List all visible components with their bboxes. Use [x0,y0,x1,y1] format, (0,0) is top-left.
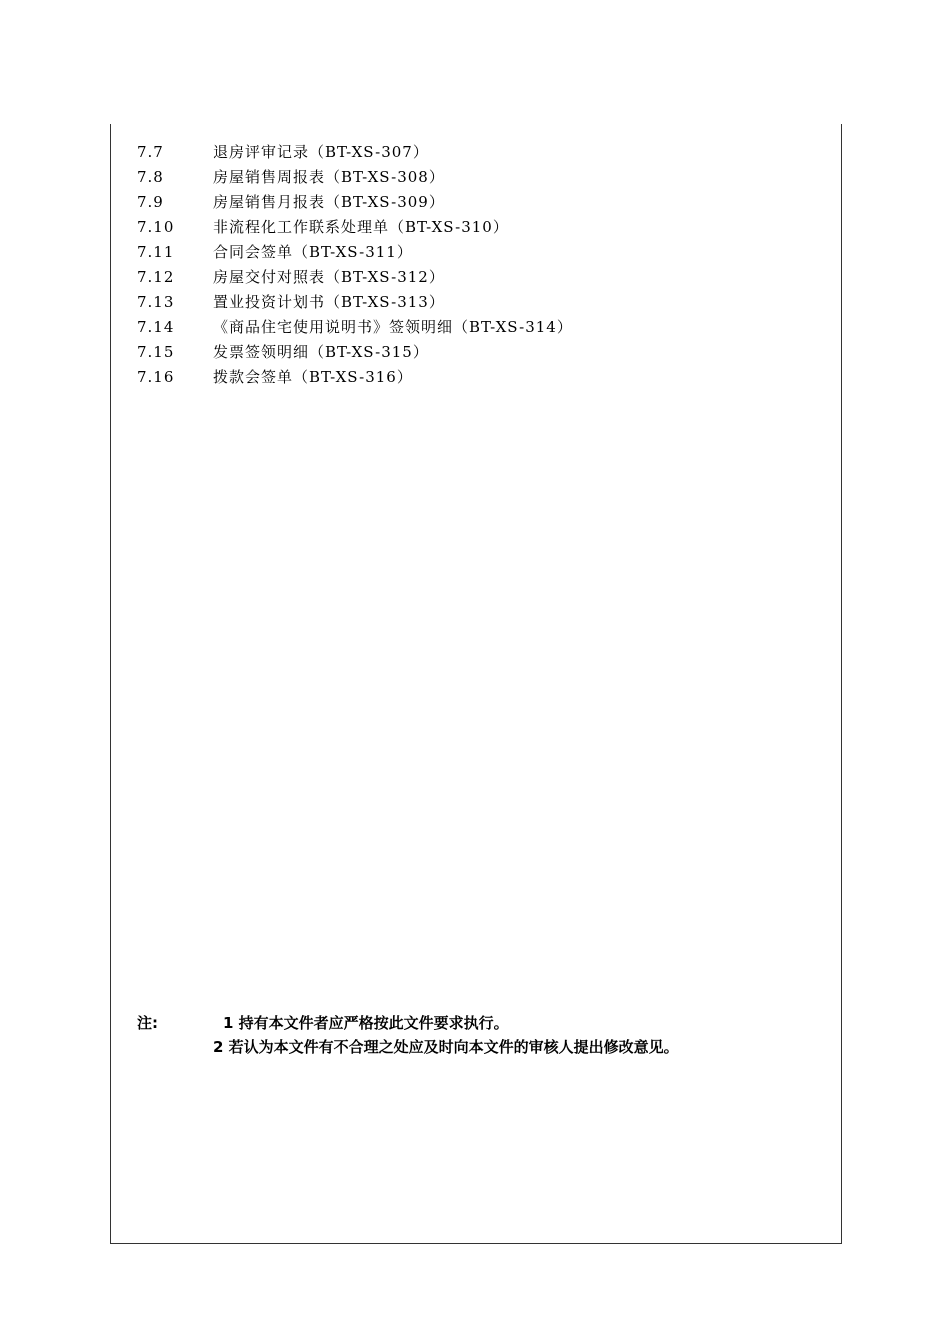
record-title: 拨款会签单（BT-XS-316） [213,368,413,386]
record-item [137,315,573,340]
record-title: 房屋交付对照表（BT-XS-312） [213,268,445,286]
record-title: 非流程化工作联系处理单（BT-XS-310） [213,218,509,236]
record-item [137,140,573,165]
record-item [137,365,573,390]
record-title: 置业投资计划书（BT-XS-313） [213,293,445,311]
record-item [137,240,573,265]
record-number: 7.16 [137,368,175,386]
record-number: 7.13 [137,293,175,311]
record-number: 7.14 [137,318,175,336]
record-item [137,265,573,290]
record-title: 房屋销售月报表（BT-XS-309） [213,193,445,211]
note-row [137,1035,679,1059]
record-title: 《商品住宅使用说明书》签领明细（BT-XS-314） [213,318,573,336]
notes-label: 注: [137,1014,158,1032]
record-number: 7.9 [137,193,164,211]
record-number: 7.12 [137,268,175,286]
record-item [137,190,573,215]
record-title: 合同会签单（BT-XS-311） [213,243,413,261]
record-list [137,140,573,390]
note-item: 1 持有本文件者应严格按此文件要求执行。 [223,1014,509,1032]
record-title: 发票签领明细（BT-XS-315） [213,343,429,361]
record-item [137,215,573,240]
record-item [137,165,573,190]
record-item [137,290,573,315]
record-number: 7.10 [137,218,175,236]
record-number: 7.7 [137,143,164,161]
record-number: 7.15 [137,343,175,361]
note-row [137,1011,679,1035]
record-title: 房屋销售周报表（BT-XS-308） [213,168,445,186]
record-number: 7.8 [137,168,164,186]
record-item [137,340,573,365]
record-title: 退房评审记录（BT-XS-307） [213,143,429,161]
notes-section [137,1011,679,1059]
record-number: 7.11 [137,243,175,261]
note-item: 2 若认为本文件有不合理之处应及时向本文件的审核人提出修改意见。 [213,1038,679,1056]
